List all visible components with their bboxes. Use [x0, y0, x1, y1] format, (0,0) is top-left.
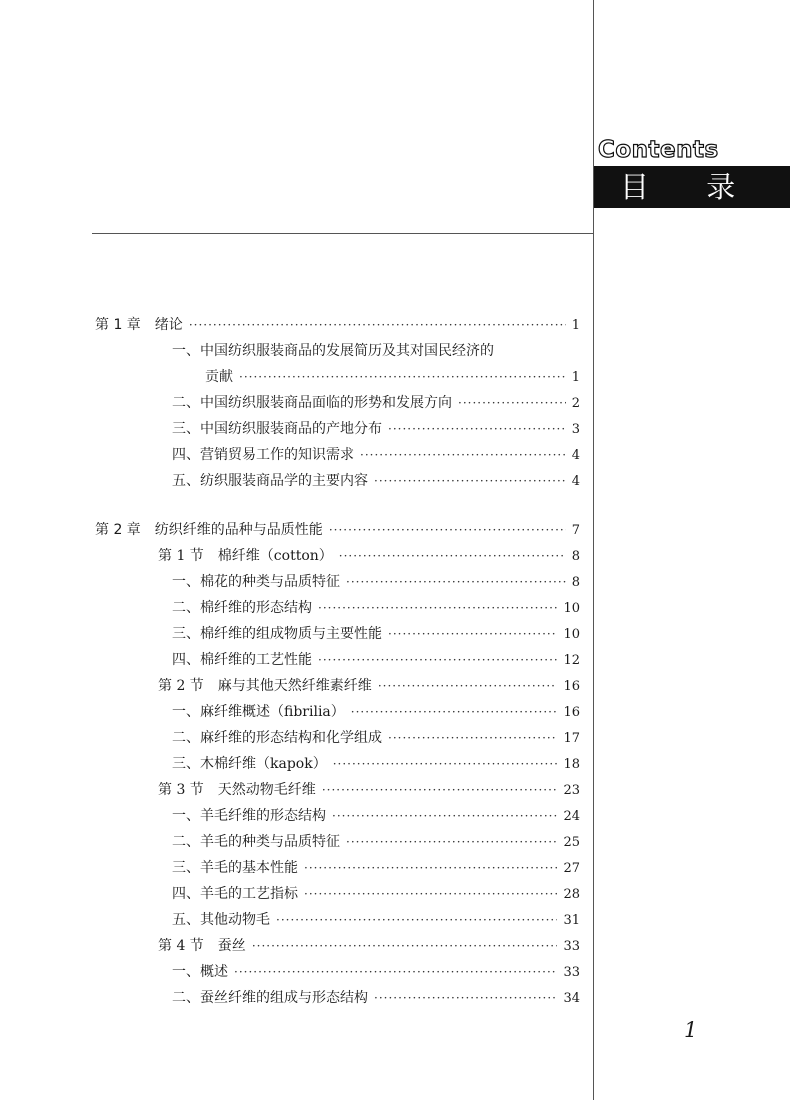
toc-entry[interactable]: [158, 545, 580, 567]
toc-entry[interactable]: [172, 727, 580, 749]
toc-entry-label: 三、中国纺织服装商品的产地分布: [172, 421, 382, 437]
dot-leader: [252, 935, 558, 957]
toc-entry[interactable]: [172, 753, 580, 775]
toc-entry-label: 第 1 章 绪论: [95, 317, 183, 333]
toc-entry-page: 1: [571, 318, 580, 333]
toc-entry-label: 三、木棉纤维（kapok）: [172, 756, 327, 772]
toc-entry-label: 第 2 节 麻与其他天然纤维素纤维: [158, 678, 372, 694]
toc-entry-label: 一、中国纺织服装商品的发展简历及其对国民经济的: [172, 343, 494, 359]
toc-entry-label: 贡献: [205, 369, 233, 385]
dot-leader: [374, 470, 566, 492]
toc-entry[interactable]: [172, 571, 580, 593]
toc-entry-label: 四、营销贸易工作的知识需求: [172, 447, 354, 463]
toc-entry-page: 12: [563, 653, 580, 668]
toc-entry-label: 一、概述: [172, 964, 228, 980]
dot-leader: [304, 857, 557, 879]
dot-leader: [388, 418, 566, 440]
toc-entry-page: 24: [563, 809, 580, 824]
dot-leader: [318, 597, 557, 619]
dot-leader: [322, 779, 558, 801]
toc-entry-page: 34: [563, 991, 580, 1006]
toc-entry[interactable]: [95, 519, 580, 541]
toc-entry-page: 8: [571, 549, 580, 564]
toc-entry-page: 23: [563, 783, 580, 798]
dot-leader: [276, 909, 557, 931]
dot-leader: [318, 649, 557, 671]
toc-entry-page: 8: [571, 575, 580, 590]
toc-entry[interactable]: [172, 597, 580, 619]
toc-entry-page: 28: [563, 887, 580, 902]
toc-entry-page: 31: [563, 913, 580, 928]
toc-entry-label: 一、棉花的种类与品质特征: [172, 574, 340, 590]
dot-leader: [333, 753, 558, 775]
horizontal-rule: [92, 233, 594, 234]
contents-heading-cn: 目 录: [620, 170, 760, 204]
toc-entry[interactable]: [172, 418, 580, 440]
toc-entry-page: 27: [563, 861, 580, 876]
toc-entry-label: 第 3 节 天然动物毛纤维: [158, 782, 316, 798]
toc-entry-page: 16: [563, 705, 580, 720]
toc-entry[interactable]: [158, 675, 580, 697]
toc-entry[interactable]: [172, 623, 580, 645]
dot-leader: [339, 545, 566, 567]
page-number: 1: [684, 1018, 698, 1042]
toc-entry-label: 四、羊毛的工艺指标: [172, 886, 298, 902]
toc-entry-label: 三、棉纤维的组成物质与主要性能: [172, 626, 382, 642]
dot-leader: [332, 805, 557, 827]
dot-leader: [346, 831, 557, 853]
toc-entry-label: 二、蚕丝纤维的组成与形态结构: [172, 990, 368, 1006]
toc-entry-label: 三、羊毛的基本性能: [172, 860, 298, 876]
dot-leader: [374, 987, 557, 1009]
dot-leader: [360, 444, 566, 466]
dot-leader: [329, 519, 566, 541]
toc-entry-page: 10: [563, 627, 580, 642]
toc-entry-page: 16: [563, 679, 580, 694]
toc-entry-label: 第 1 节 棉纤维（cotton）: [158, 548, 333, 564]
toc-entry-page: 33: [563, 939, 580, 954]
toc-entry-page: 2: [571, 396, 580, 411]
toc-entry-label: 二、羊毛的种类与品质特征: [172, 834, 340, 850]
toc-entry[interactable]: [172, 444, 580, 466]
toc-entry-label: 第 2 章 纺织纤维的品种与品质性能: [95, 522, 323, 538]
toc-entry[interactable]: [172, 857, 580, 879]
toc-entry-page: 7: [571, 523, 580, 538]
toc-entry[interactable]: [158, 935, 580, 957]
toc-entry[interactable]: [172, 883, 580, 905]
toc-entry-label: 二、麻纤维的形态结构和化学组成: [172, 730, 382, 746]
toc-entry[interactable]: [158, 779, 580, 801]
dot-leader: [346, 571, 566, 593]
toc-entry-page: 1: [571, 370, 580, 385]
toc-entry[interactable]: [172, 392, 580, 414]
toc-entry-page: 10: [563, 601, 580, 616]
toc-entry[interactable]: [172, 470, 580, 492]
toc-entry-label: 五、纺织服装商品学的主要内容: [172, 473, 368, 489]
dot-leader: [388, 623, 557, 645]
toc-entry[interactable]: [172, 649, 580, 671]
toc-entry[interactable]: [172, 805, 580, 827]
toc-entry[interactable]: [172, 831, 580, 853]
toc-entry-label: 二、棉纤维的形态结构: [172, 600, 312, 616]
toc-entry-label: 四、棉纤维的工艺性能: [172, 652, 312, 668]
dot-leader: [234, 961, 557, 983]
dot-leader: [388, 727, 557, 749]
contents-heading-bar: [594, 166, 790, 208]
toc-entry[interactable]: [172, 701, 580, 723]
vertical-rule: [593, 0, 594, 1100]
dot-leader: [458, 392, 566, 414]
toc-entry-label: 第 4 节 蚕丝: [158, 938, 246, 954]
toc-entry-label: 一、羊毛纤维的形态结构: [172, 808, 326, 824]
toc-entry-label: 二、中国纺织服装商品面临的形势和发展方向: [172, 395, 452, 411]
toc-entry[interactable]: [95, 314, 580, 336]
dot-leader: [304, 883, 557, 905]
toc-entry-page: 33: [563, 965, 580, 980]
dot-leader: [378, 675, 558, 697]
toc-entry-label: 五、其他动物毛: [172, 912, 270, 928]
dot-leader: [351, 701, 558, 723]
contents-heading-en: Contents: [598, 137, 719, 163]
dot-leader: [239, 366, 566, 388]
toc-entry-page: 4: [571, 448, 580, 463]
toc-entry-page: 3: [571, 422, 580, 437]
toc-entry[interactable]: [172, 961, 580, 983]
toc-entry-page: 4: [571, 474, 580, 489]
toc-entry[interactable]: [205, 366, 580, 388]
toc-entry[interactable]: [172, 909, 580, 931]
toc-entry-page: 25: [563, 835, 580, 850]
toc-entry-page: 17: [563, 731, 580, 746]
toc-entry[interactable]: [172, 987, 580, 1009]
dot-leader: [189, 314, 566, 336]
toc-entry-label: 一、麻纤维概述（fibrilia）: [172, 704, 345, 720]
toc-entry-page: 18: [563, 757, 580, 772]
